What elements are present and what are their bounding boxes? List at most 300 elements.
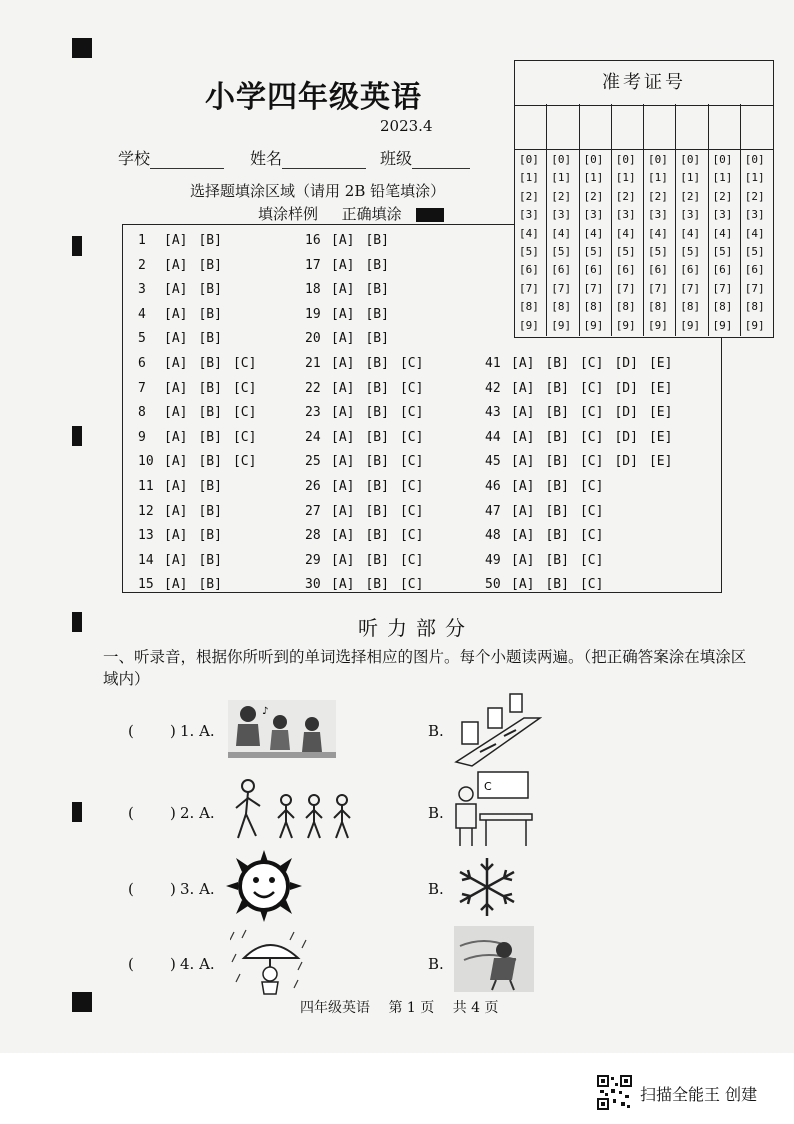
exam-id-digit-bubble[interactable]: [6] bbox=[648, 263, 668, 277]
exam-id-digit-bubble[interactable]: [0] bbox=[519, 153, 539, 166]
question-number: 23 bbox=[305, 405, 321, 421]
footer-subject: 四年级英语 bbox=[300, 1000, 370, 1016]
answer-bubble[interactable]: [B] bbox=[365, 380, 389, 396]
exam-id-digit-bubble[interactable]: [6] bbox=[551, 263, 572, 277]
question-number: 44 bbox=[485, 429, 501, 445]
answer-bubble[interactable]: [B] bbox=[365, 503, 389, 519]
question-number: 19 bbox=[305, 306, 321, 322]
question-number: 20 bbox=[305, 331, 321, 347]
exam-id-digit-bubble[interactable]: [2] bbox=[583, 189, 604, 203]
teacher-at-board-icon bbox=[452, 770, 534, 850]
answer-bubble[interactable]: [C] bbox=[399, 552, 424, 568]
answer-bubble[interactable]: [C] bbox=[399, 454, 424, 470]
exam-id-digit-bubble[interactable]: [7] bbox=[648, 281, 668, 295]
answer-bubble[interactable]: [A] bbox=[164, 282, 188, 298]
answer-bubble[interactable]: [B] bbox=[198, 552, 222, 568]
answer-bubble[interactable]: [B] bbox=[365, 479, 389, 494]
registration-mark-top-left bbox=[72, 38, 92, 58]
answer-bubble[interactable]: [C] bbox=[232, 380, 257, 396]
exam-id-column-divider bbox=[546, 104, 547, 336]
question-number: 42 bbox=[485, 380, 501, 396]
exam-id-digit-bubble[interactable]: [5] bbox=[712, 245, 733, 258]
exam-id-digit-bubble[interactable]: [7] bbox=[583, 281, 604, 295]
name-label: 姓名 bbox=[250, 149, 283, 168]
exam-id-digit-bubble[interactable]: [9] bbox=[615, 318, 636, 332]
answer-paren-close[interactable]: ) bbox=[170, 955, 176, 973]
question-row bbox=[485, 577, 614, 592]
footer-total: 共 4 页 bbox=[452, 1000, 499, 1016]
exam-id-digit-bubble[interactable]: [5] bbox=[648, 245, 668, 258]
answer-bubble[interactable]: [A] bbox=[164, 454, 188, 470]
exam-id-digit-bubble[interactable]: [3] bbox=[648, 208, 668, 222]
instruction-text bbox=[103, 646, 753, 690]
exam-id-digit-bubble[interactable]: [4] bbox=[648, 226, 668, 240]
answer-bubble[interactable]: [D] bbox=[614, 429, 638, 445]
answer-bubble[interactable]: [B] bbox=[198, 528, 222, 544]
registration-mark-left-1 bbox=[72, 236, 82, 256]
answer-bubble[interactable]: [A] bbox=[331, 552, 355, 568]
exam-id-digit-bubble[interactable]: [6] bbox=[615, 263, 636, 277]
exam-id-digit-bubble[interactable]: [7] bbox=[551, 281, 572, 295]
exam-id-digit-bubble[interactable]: [5] bbox=[551, 245, 572, 258]
answer-bubble[interactable]: [B] bbox=[365, 429, 389, 445]
question-number: 27 bbox=[305, 503, 321, 519]
question-row bbox=[485, 430, 683, 445]
answer-bubble[interactable]: [A] bbox=[164, 405, 188, 421]
exam-id-digit-bubble[interactable]: [1] bbox=[551, 171, 572, 185]
exam-id-digit-bubble[interactable]: [2] bbox=[615, 189, 636, 203]
exam-id-digit-bubble[interactable]: [1] bbox=[712, 171, 733, 185]
question-row bbox=[138, 528, 233, 543]
question-row bbox=[138, 331, 233, 346]
answer-bubble[interactable]: [A] bbox=[164, 356, 188, 371]
answer-bubble[interactable]: [C] bbox=[399, 356, 424, 371]
question-number: 50 bbox=[485, 577, 501, 593]
exam-id-digit-bubble[interactable]: [0] bbox=[583, 153, 604, 166]
answer-bubble[interactable]: [C] bbox=[579, 479, 604, 494]
answer-bubble[interactable]: [A] bbox=[331, 306, 355, 322]
question-row bbox=[138, 479, 233, 494]
answer-bubble[interactable]: [C] bbox=[399, 380, 424, 396]
question-row bbox=[305, 405, 434, 420]
answer-bubble[interactable]: [A] bbox=[331, 577, 355, 593]
exam-id-digit-bubble[interactable]: [4] bbox=[615, 226, 636, 240]
question-number: 43 bbox=[485, 405, 501, 421]
exam-id-digit-bubble[interactable]: [4] bbox=[744, 226, 765, 240]
answer-bubble[interactable]: [E] bbox=[648, 429, 673, 445]
exam-id-digit-bubble[interactable]: [9] bbox=[519, 318, 539, 332]
answer-bubble[interactable]: [A] bbox=[164, 528, 188, 544]
answer-bubble[interactable]: [A] bbox=[511, 405, 535, 421]
question-row bbox=[138, 405, 267, 420]
exam-id-digit-bubble[interactable]: [5] bbox=[744, 245, 765, 258]
answer-bubble[interactable]: [B] bbox=[545, 380, 569, 396]
question-number: 4 bbox=[138, 306, 146, 322]
question-row bbox=[138, 430, 267, 445]
answer-bubble[interactable]: [A] bbox=[331, 503, 355, 519]
name-field bbox=[250, 146, 366, 169]
answer-bubble[interactable]: [A] bbox=[331, 233, 355, 248]
answer-bubble[interactable]: [A] bbox=[511, 429, 535, 445]
answer-bubble[interactable]: [C] bbox=[399, 577, 424, 593]
exam-id-digit-bubble[interactable]: [9] bbox=[712, 318, 733, 332]
question-number: 10 bbox=[138, 454, 154, 470]
exam-id-title: 准考证号 bbox=[515, 61, 773, 106]
answer-bubble[interactable]: [B] bbox=[198, 331, 222, 347]
sample-filled-box bbox=[416, 208, 444, 222]
fill-sample bbox=[258, 203, 444, 224]
question-number: 25 bbox=[305, 454, 321, 470]
answer-bubble[interactable]: [B] bbox=[545, 454, 569, 470]
class-line[interactable] bbox=[412, 154, 470, 169]
answer-bubble[interactable]: [B] bbox=[365, 257, 389, 273]
answer-bubble[interactable]: [C] bbox=[399, 503, 424, 519]
exam-id-digit-bubble[interactable]: [7] bbox=[519, 281, 539, 295]
exam-id-digit-bubble[interactable]: [5] bbox=[519, 245, 539, 258]
answer-paren-open[interactable]: ( bbox=[128, 804, 134, 822]
answer-bubble[interactable]: [A] bbox=[331, 356, 355, 371]
exam-id-digit-bubble[interactable]: [7] bbox=[744, 281, 765, 295]
answer-bubble[interactable]: [B] bbox=[545, 405, 569, 421]
item-option-b: B. bbox=[428, 880, 444, 898]
answer-bubble[interactable]: [D] bbox=[614, 356, 638, 371]
exam-id-digit-bubble[interactable]: [2] bbox=[712, 189, 733, 203]
question-row bbox=[305, 430, 434, 445]
answer-bubble[interactable]: [B] bbox=[365, 282, 389, 298]
answer-bubble[interactable]: [A] bbox=[164, 552, 188, 568]
exam-id-column-divider bbox=[611, 104, 612, 336]
exam-id-digit-bubble[interactable]: [1] bbox=[648, 171, 668, 185]
exam-id-digit-bubble[interactable]: [3] bbox=[551, 208, 572, 222]
exam-id-digit-bubble[interactable]: [3] bbox=[712, 208, 733, 222]
exam-id-digit-bubble[interactable]: [9] bbox=[648, 318, 668, 332]
answer-bubble[interactable]: [C] bbox=[579, 380, 604, 396]
answer-bubble[interactable]: [B] bbox=[365, 454, 389, 470]
page-title: 小学四年级英语 bbox=[205, 80, 422, 115]
exam-id-digit-bubble[interactable]: [1] bbox=[615, 171, 636, 185]
exam-id-digit-bubble[interactable]: [7] bbox=[680, 281, 701, 295]
exam-id-digit-bubble[interactable]: [8] bbox=[712, 300, 733, 314]
answer-bubble[interactable]: [B] bbox=[198, 306, 222, 322]
answer-bubble[interactable]: [C] bbox=[399, 479, 424, 494]
question-number: 9 bbox=[138, 429, 146, 445]
answer-bubble[interactable]: [C] bbox=[579, 454, 604, 470]
answer-bubble[interactable]: [A] bbox=[331, 257, 355, 273]
answer-bubble[interactable]: [B] bbox=[198, 257, 222, 273]
answer-bubble[interactable]: [B] bbox=[545, 528, 569, 544]
exam-id-digit-bubble[interactable]: [4] bbox=[583, 226, 604, 240]
question-row bbox=[485, 381, 683, 396]
answer-bubble[interactable]: [A] bbox=[331, 429, 355, 445]
question-row bbox=[485, 504, 614, 519]
question-number: 13 bbox=[138, 528, 154, 544]
question-row bbox=[485, 405, 683, 420]
answer-paren-close[interactable]: ) bbox=[170, 804, 176, 822]
class-label: 班级 bbox=[380, 149, 413, 168]
answer-paren-close[interactable]: ) bbox=[170, 880, 176, 898]
question-number: 2 bbox=[138, 257, 146, 273]
exam-id-digit-bubble[interactable]: [4] bbox=[712, 226, 733, 240]
exam-id-digit-bubble[interactable]: [3] bbox=[744, 208, 765, 222]
exam-id-digit-bubble[interactable]: [8] bbox=[551, 300, 572, 314]
footer-page: 第 1 页 bbox=[388, 1000, 435, 1016]
exam-id-digit-bubble[interactable]: [0] bbox=[648, 153, 668, 166]
answer-bubble[interactable]: [D] bbox=[614, 454, 638, 470]
answer-bubble[interactable]: [B] bbox=[198, 356, 222, 371]
answer-bubble[interactable]: [C] bbox=[579, 429, 604, 445]
exam-id-digit-bubble[interactable]: [9] bbox=[680, 318, 701, 332]
answer-bubble[interactable]: [A] bbox=[511, 380, 535, 396]
page-footer bbox=[300, 997, 513, 1017]
answer-bubble[interactable]: [A] bbox=[164, 429, 188, 445]
answer-bubble[interactable]: [C] bbox=[399, 405, 424, 421]
answer-bubble[interactable]: [C] bbox=[579, 528, 604, 544]
snowflake-icon bbox=[454, 856, 520, 918]
answer-bubble[interactable]: [D] bbox=[614, 405, 638, 421]
item-option-b: B. bbox=[428, 804, 444, 822]
question-number: 29 bbox=[305, 552, 321, 568]
exam-id-digit-bubble[interactable]: [6] bbox=[583, 263, 604, 277]
answer-bubble[interactable]: [C] bbox=[232, 429, 257, 445]
exam-id-digit-bubble[interactable]: [3] bbox=[680, 208, 701, 222]
question-row bbox=[138, 307, 233, 322]
answer-bubble[interactable]: [A] bbox=[331, 331, 355, 347]
exam-id-digit-bubble[interactable]: [6] bbox=[712, 263, 733, 277]
exam-id-column-divider bbox=[643, 104, 644, 336]
exam-id-digit-bubble[interactable]: [0] bbox=[615, 153, 636, 166]
question-row bbox=[305, 233, 400, 248]
answer-bubble[interactable]: [B] bbox=[198, 479, 222, 494]
name-line[interactable] bbox=[282, 154, 366, 169]
exam-id-digit-bubble[interactable]: [2] bbox=[519, 189, 539, 203]
class-field bbox=[380, 146, 470, 169]
answer-bubble[interactable]: [A] bbox=[331, 282, 355, 298]
answer-bubble[interactable]: [B] bbox=[545, 577, 569, 593]
question-row bbox=[305, 454, 434, 469]
item-number-a: 1. A. bbox=[180, 722, 215, 740]
answer-bubble[interactable]: [A] bbox=[164, 331, 188, 347]
question-row bbox=[305, 356, 434, 371]
answer-bubble[interactable]: [C] bbox=[399, 429, 424, 445]
exam-id-digit-bubble[interactable]: [8] bbox=[648, 300, 668, 314]
sun-icon bbox=[226, 850, 302, 922]
school-line[interactable] bbox=[150, 154, 224, 169]
answer-bubble[interactable]: [C] bbox=[399, 528, 424, 544]
answer-bubble[interactable]: [D] bbox=[614, 380, 638, 396]
answer-bubble[interactable]: [A] bbox=[511, 356, 535, 371]
answer-bubble[interactable]: [B] bbox=[198, 454, 222, 470]
question-number: 41 bbox=[485, 356, 501, 371]
question-row bbox=[138, 553, 233, 568]
answer-bubble[interactable]: [B] bbox=[365, 331, 389, 347]
question-number: 45 bbox=[485, 454, 501, 470]
exam-id-digit-bubble[interactable]: [6] bbox=[680, 263, 701, 277]
answer-bubble[interactable]: [E] bbox=[648, 356, 673, 371]
exam-id-digit-bubble[interactable]: [7] bbox=[712, 281, 733, 295]
exam-id-digit-bubble[interactable]: [4] bbox=[551, 226, 572, 240]
answer-bubble[interactable]: [B] bbox=[198, 282, 222, 298]
answer-bubble[interactable]: [C] bbox=[232, 405, 257, 421]
answer-bubble[interactable]: [B] bbox=[365, 356, 389, 371]
exam-id-digit-bubble[interactable]: [9] bbox=[744, 318, 765, 332]
rain-umbrella-icon bbox=[230, 928, 310, 996]
exam-id-digit-bubble[interactable]: [2] bbox=[648, 189, 668, 203]
answer-bubble[interactable]: [B] bbox=[365, 528, 389, 544]
answer-bubble[interactable]: [B] bbox=[545, 552, 569, 568]
answer-bubble[interactable]: [A] bbox=[164, 306, 188, 322]
answer-bubble[interactable]: [A] bbox=[164, 233, 188, 248]
exam-id-column-divider bbox=[740, 104, 741, 336]
answer-bubble[interactable]: [E] bbox=[648, 380, 673, 396]
answer-bubble[interactable]: [B] bbox=[198, 503, 222, 519]
item-number-a: 3. A. bbox=[180, 880, 215, 898]
question-row bbox=[305, 307, 400, 322]
exam-id-digit-bubble[interactable]: [0] bbox=[744, 153, 765, 166]
item-option-b: B. bbox=[428, 722, 444, 740]
answer-bubble[interactable]: [B] bbox=[545, 479, 569, 494]
question-number: 28 bbox=[305, 528, 321, 544]
answer-bubble[interactable]: [B] bbox=[545, 503, 569, 519]
svg-text:C: C bbox=[484, 780, 492, 793]
exam-id-digit-bubble[interactable]: [0] bbox=[551, 153, 572, 166]
exam-id-digit-bubble[interactable]: [8] bbox=[615, 300, 636, 314]
answer-bubble[interactable]: [B] bbox=[198, 233, 222, 248]
question-number: 22 bbox=[305, 380, 321, 396]
answer-bubble[interactable]: [B] bbox=[365, 233, 389, 248]
windy-icon bbox=[454, 926, 534, 992]
exam-id-digit-bubble[interactable]: [2] bbox=[680, 189, 701, 203]
answer-bubble[interactable]: [A] bbox=[511, 552, 535, 568]
question-row bbox=[138, 381, 267, 396]
answer-bubble[interactable]: [A] bbox=[511, 503, 535, 519]
answer-bubble[interactable]: [B] bbox=[365, 405, 389, 421]
question-row bbox=[305, 381, 434, 396]
item-option-b: B. bbox=[428, 955, 444, 973]
exam-id-digit-bubble[interactable]: [7] bbox=[615, 281, 636, 295]
exam-id-digit-bubble[interactable]: [1] bbox=[680, 171, 701, 185]
exam-id-digit-bubble[interactable]: [2] bbox=[551, 189, 572, 203]
answer-bubble[interactable]: [B] bbox=[545, 429, 569, 445]
section-title: 听力部分 bbox=[358, 616, 474, 640]
question-number: 8 bbox=[138, 405, 146, 421]
answer-bubble[interactable]: [A] bbox=[331, 528, 355, 544]
answer-bubble[interactable]: [C] bbox=[579, 356, 604, 371]
answer-bubble[interactable]: [C] bbox=[579, 552, 604, 568]
exam-id-digit-bubble[interactable]: [5] bbox=[680, 245, 701, 258]
question-row bbox=[138, 258, 233, 273]
question-row bbox=[138, 356, 267, 371]
answer-bubble[interactable]: [B] bbox=[545, 356, 569, 371]
exam-id-digit-bubble[interactable]: [3] bbox=[615, 208, 636, 222]
answer-bubble[interactable]: [A] bbox=[164, 503, 188, 519]
answer-paren-open[interactable]: ( bbox=[128, 722, 134, 740]
answer-bubble[interactable]: [B] bbox=[365, 577, 389, 593]
answer-bubble[interactable]: [A] bbox=[164, 479, 188, 494]
question-row bbox=[305, 504, 434, 519]
exam-id-digit-bubble[interactable]: [0] bbox=[680, 153, 701, 166]
exam-id-digit-bubble[interactable]: [9] bbox=[551, 318, 572, 332]
answer-bubble[interactable]: [A] bbox=[164, 257, 188, 273]
answer-bubble[interactable]: [A] bbox=[331, 454, 355, 470]
question-row bbox=[485, 479, 614, 494]
answer-bubble[interactable]: [A] bbox=[511, 528, 535, 544]
exam-id-digit-bubble[interactable]: [0] bbox=[712, 153, 733, 166]
answer-paren-open[interactable]: ( bbox=[128, 955, 134, 973]
exam-id-digit-bubble[interactable]: [9] bbox=[583, 318, 604, 332]
answer-bubble[interactable]: [A] bbox=[331, 380, 355, 396]
svg-text:♪: ♪ bbox=[262, 706, 269, 717]
answer-bubble[interactable]: [A] bbox=[511, 577, 535, 593]
answer-bubble[interactable]: [C] bbox=[232, 454, 257, 470]
answer-paren-open[interactable]: ( bbox=[128, 880, 134, 898]
question-row bbox=[305, 528, 434, 543]
exam-id-digit-bubble[interactable]: [4] bbox=[519, 226, 539, 240]
question-number: 49 bbox=[485, 552, 501, 568]
children-singing-icon bbox=[228, 700, 336, 758]
answer-paren-close[interactable]: ) bbox=[170, 722, 176, 740]
question-number: 24 bbox=[305, 429, 321, 445]
answer-bubble[interactable]: [A] bbox=[331, 405, 355, 421]
answer-bubble[interactable]: [A] bbox=[164, 380, 188, 396]
exam-id-digit-bubble[interactable]: [1] bbox=[519, 171, 539, 185]
answer-bubble[interactable]: [C] bbox=[579, 503, 604, 519]
answer-bubble[interactable]: [B] bbox=[198, 405, 222, 421]
answer-bubble[interactable]: [B] bbox=[198, 577, 222, 593]
answer-bubble[interactable]: [A] bbox=[164, 577, 188, 593]
answer-bubble[interactable]: [B] bbox=[365, 552, 389, 568]
fill-area-note: 选择题填涂区域（请用 2B 铅笔填涂） bbox=[190, 182, 446, 200]
question-row bbox=[138, 454, 267, 469]
exam-id-digit-bubble[interactable]: [1] bbox=[583, 171, 604, 185]
exam-id-digit-bubble[interactable]: [3] bbox=[583, 208, 604, 222]
answer-bubble[interactable]: [C] bbox=[579, 405, 604, 421]
answer-bubble[interactable]: [C] bbox=[579, 577, 604, 593]
answer-bubble[interactable]: [E] bbox=[648, 405, 673, 421]
exam-id-digit-bubble[interactable]: [8] bbox=[680, 300, 701, 314]
answer-bubble[interactable]: [A] bbox=[511, 454, 535, 470]
answer-bubble[interactable]: [A] bbox=[511, 479, 535, 494]
exam-id-digit-bubble[interactable]: [6] bbox=[519, 263, 539, 277]
exam-id-column-divider bbox=[675, 104, 676, 336]
answer-bubble[interactable]: [B] bbox=[198, 429, 222, 445]
question-row bbox=[305, 282, 400, 297]
question-row bbox=[485, 528, 614, 543]
exam-id-digit-bubble[interactable]: [4] bbox=[680, 226, 701, 240]
exam-id-digit-bubble[interactable]: [1] bbox=[744, 171, 765, 185]
question-number: 46 bbox=[485, 479, 501, 494]
exam-id-digit-bubble[interactable]: [6] bbox=[744, 263, 765, 277]
exam-id-digit-bubble[interactable]: [8] bbox=[519, 300, 539, 314]
answer-bubble[interactable]: [B] bbox=[365, 306, 389, 322]
exam-id-digit-bubble[interactable]: [2] bbox=[744, 189, 765, 203]
exam-date: 2023.4 bbox=[380, 117, 433, 135]
computer-room-icon bbox=[454, 688, 542, 768]
question-number: 12 bbox=[138, 503, 154, 519]
exam-id-digit-bubble[interactable]: [3] bbox=[519, 208, 539, 222]
answer-bubble[interactable]: [B] bbox=[198, 380, 222, 396]
answer-bubble[interactable]: [C] bbox=[232, 356, 257, 371]
exam-id-digit-bubble[interactable]: [5] bbox=[583, 245, 604, 258]
answer-bubble[interactable]: [A] bbox=[331, 479, 355, 494]
exam-id-digit-bubble[interactable]: [8] bbox=[583, 300, 604, 314]
exam-id-write-cells bbox=[515, 105, 773, 150]
question-number: 5 bbox=[138, 331, 146, 347]
question-number: 1 bbox=[138, 233, 146, 248]
exam-id-digit-bubble[interactable]: [8] bbox=[744, 300, 765, 314]
exam-id-column-divider bbox=[579, 104, 580, 336]
exam-id-digit-bubble[interactable]: [5] bbox=[615, 245, 636, 258]
answer-bubble[interactable]: [E] bbox=[648, 454, 673, 470]
